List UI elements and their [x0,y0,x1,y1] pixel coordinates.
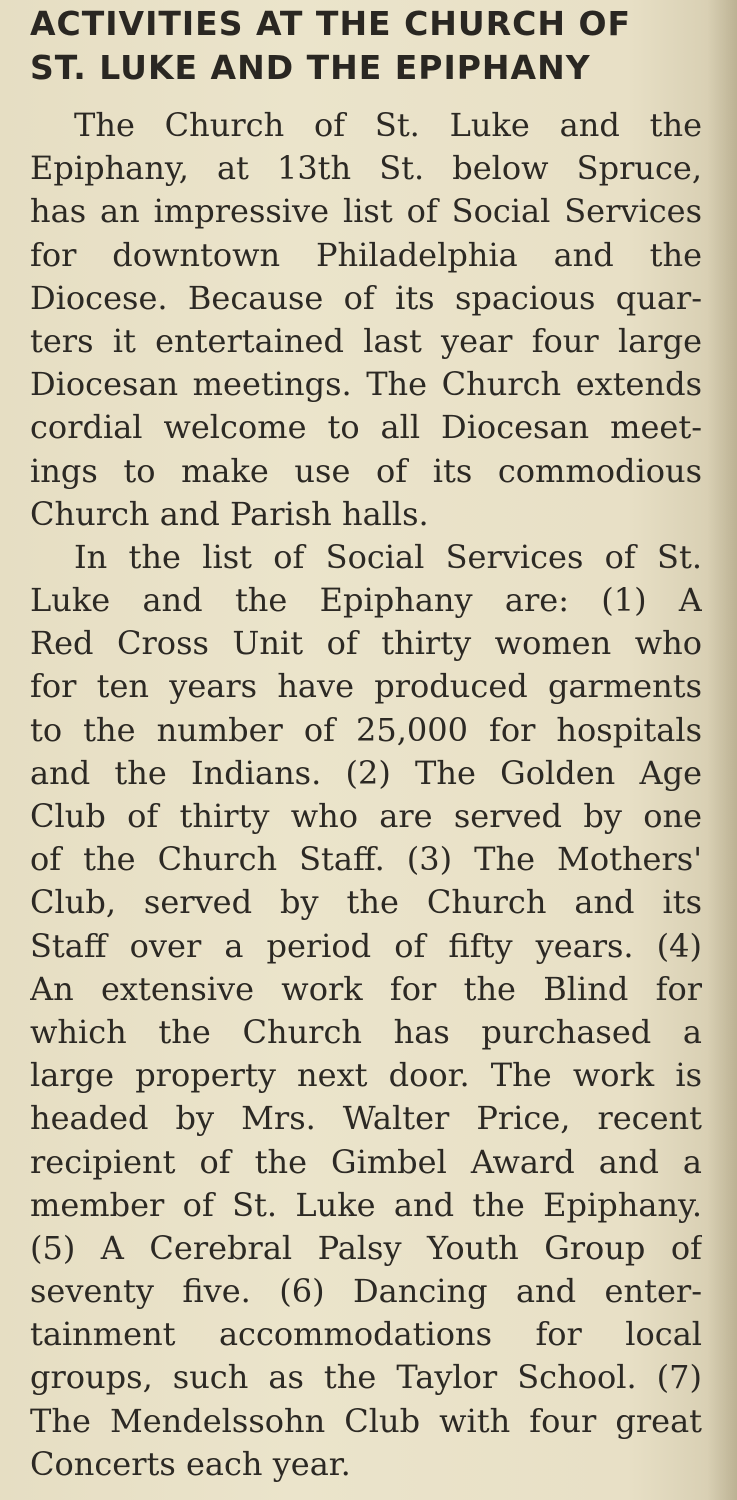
text-line: seventy five. (6) Dancing and enter- [30,1272,702,1311]
text-line: large property next door. The work is [30,1056,702,1095]
article-title [30,2,720,90]
text-line: for ten years have produced garments [30,667,702,706]
text-line: Diocesan meetings. The Church extends [30,365,702,404]
text-line: In the list of Social Services of St. [74,537,702,576]
text-line: for downtown Philadelphia and the [30,235,702,274]
text-line: ters it entertained last year four large [30,321,702,360]
text-line: Concerts each year. [30,1444,351,1483]
text-line: The Mendelssohn Club with four great [30,1401,702,1440]
text-line: (5) A Cerebral Palsy Youth Group of [30,1228,702,1267]
text-line: to the number of 25,000 for hospitals [30,710,702,749]
text-line: An extensive work for the Blind for [30,969,702,1008]
text-line: Church and Parish halls. [30,494,429,533]
text-line: member of St. Luke and the Epiphany. [30,1185,702,1224]
text-line: has an impressive list of Social Services [30,192,702,231]
text-line: cordial welcome to all Diocesan meet- [30,408,702,447]
text-line: Luke and the Epiphany are: (1) A [30,581,702,620]
text-line: Club, served by the Church and its [30,883,702,922]
text-line: Epiphany, at 13th St. below Spruce, [30,149,702,188]
title-line: ACTIVITIES AT THE CHURCH OF [30,4,632,43]
text-line: Diocese. Because of its spacious quar- [30,278,702,317]
text-line: recipient of the Gimbel Award and a [30,1142,702,1181]
text-line: and the Indians. (2) The Golden Age [30,753,702,792]
text-line: ings to make use of its commodious [30,451,702,490]
text-line: Red Cross Unit of thirty women who [30,624,702,663]
title-line: ST. LUKE AND THE EPIPHANY [30,48,591,87]
text-line: The Church of St. Luke and the [74,106,702,144]
article-body [30,104,702,1486]
text-line: of the Church Staff. (3) The Mothers' [30,840,702,879]
text-line: tainment accommodations for local [30,1315,702,1354]
paragraph-2 [30,536,702,1486]
text-line: which the Church has purchased a [30,1012,702,1051]
text-line: groups, such as the Taylor School. (7) [30,1358,702,1397]
text-line: Club of thirty who are served by one [30,797,702,835]
text-line: headed by Mrs. Walter Price, recent [30,1099,702,1138]
paragraph-1 [30,104,702,536]
page-edge-shadow [707,0,737,1500]
text-line: Staff over a period of fifty years. (4) [30,926,702,965]
